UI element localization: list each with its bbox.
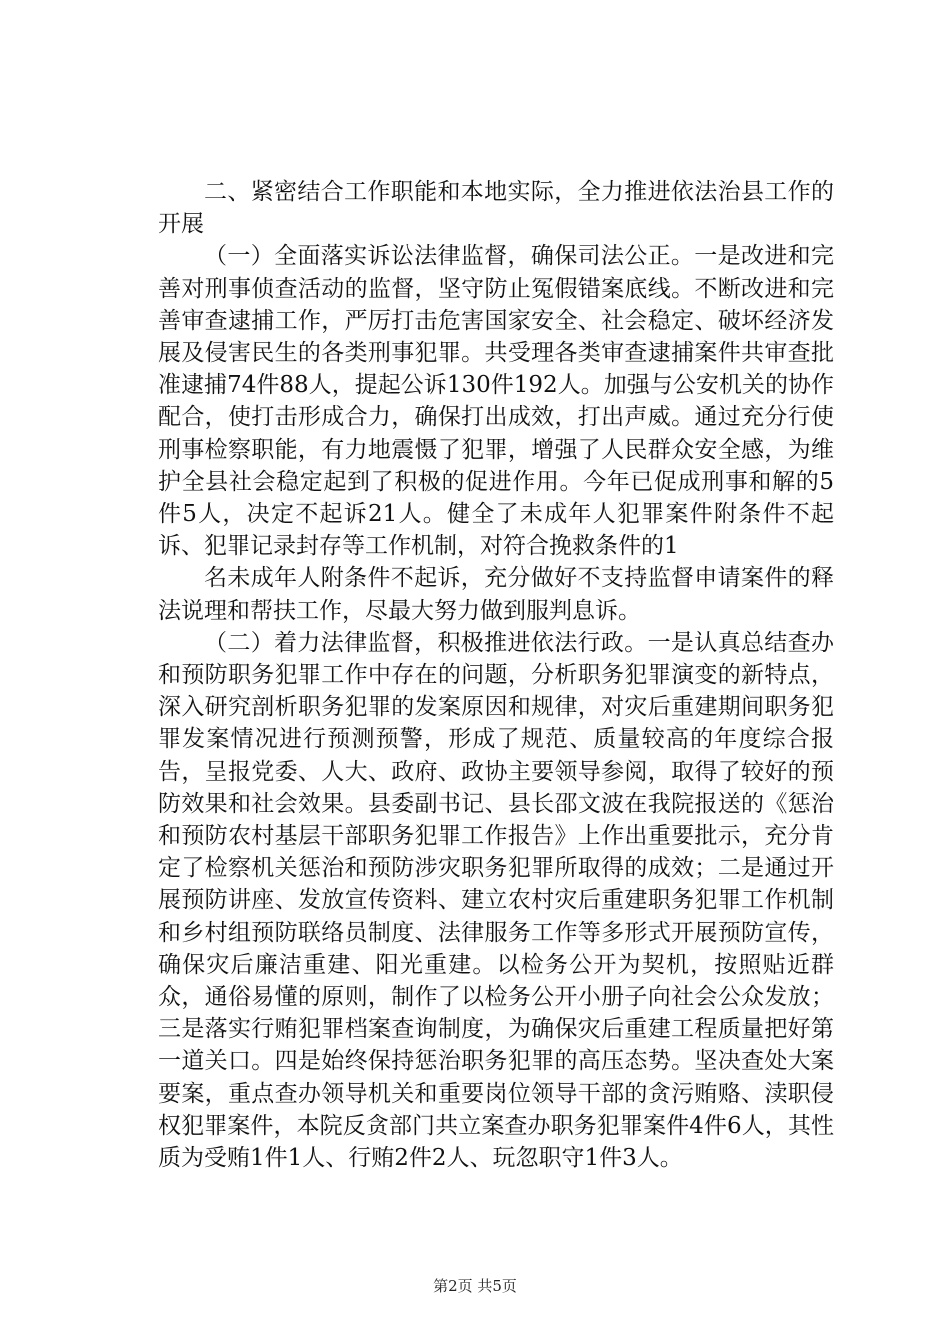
- section-heading: 二、紧密结合工作职能和本地实际，全力推进依法治县工作的开展: [158, 179, 834, 238]
- document-body: [158, 176, 834, 1174]
- paragraph-continuation: 名未成年人附条件不起诉，充分做好不支持监督申请案件的释法说理和帮扶工作，尽最大努力做到服判息诉。: [158, 565, 834, 624]
- paragraph-litigation-supervision: （一）全面落实诉讼法律监督，确保司法公正。一是改进和完善对刑事侦查活动的监督，坚守防止冤假错案底线。不断改进和完善审查逮捕工作，严厉打击危害国家安全、社会稳定、破坏经济发展及侵害民生的各类刑事犯罪。共受理各类审查逮捕案件共审查批准逮捕74件88人，提起公诉130件192人。加强与公安机关的协作配合，使打击形成合力，确保打出成效，打出声威。通过充分行使刑事检察职能，有力地震慑了犯罪，增强了人民群众安全感，为维护全县社会稳定起到了积极的促进作用。今年已促成刑事和解的5件5人，决定不起诉21人。健全了未成年人犯罪案件附条件不起诉、犯罪记录封存等工作机制，对符合挽救条件的1: [158, 243, 834, 560]
- paragraph-legal-supervision-administration: （二）着力法律监督，积极推进依法行政。一是认真总结查办和预防职务犯罪工作中存在的问题，分析职务犯罪演变的新特点，深入研究剖析职务犯罪的发案原因和规律，对灾后重建期间职务犯罪发案情况进行预测预警，形成了规范、质量较高的年度综合报告，呈报党委、人大、政府、政协主要领导参阅，取得了较好的预防效果和社会效果。县委副书记、县长邵文波在我院报送的《惩治和预防农村基层干部职务犯罪工作报告》上作出重要批示，充分肯定了检察机关惩治和预防涉灾职务犯罪所取得的成效；二是通过开展预防讲座、发放宣传资料、建立农村灾后重建职务犯罪工作机制和乡村组预防联络员制度、法律服务工作等多形式开展预防宣传，确保灾后廉洁重建、阳光重建。以检务公开为契机，按照贴近群众，通俗易懂的原则，制作了以检务公开小册子向社会公众发放；三是落实行贿犯罪档案查询制度，为确保灾后重建工程质量把好第一道关口。四是始终保持惩治职务犯罪的高压态势。坚决查处大案要案，重点查办领导机关和重要岗位领导干部的贪污贿赂、渎职侵权犯罪案件，本院反贪部门共立案查办职务犯罪案件4件6人，其性质为受贿1件1人、行贿2件2人、玩忽职守1件3人。: [158, 629, 834, 1172]
- page-number-footer: 第2页 共5页: [433, 1277, 517, 1295]
